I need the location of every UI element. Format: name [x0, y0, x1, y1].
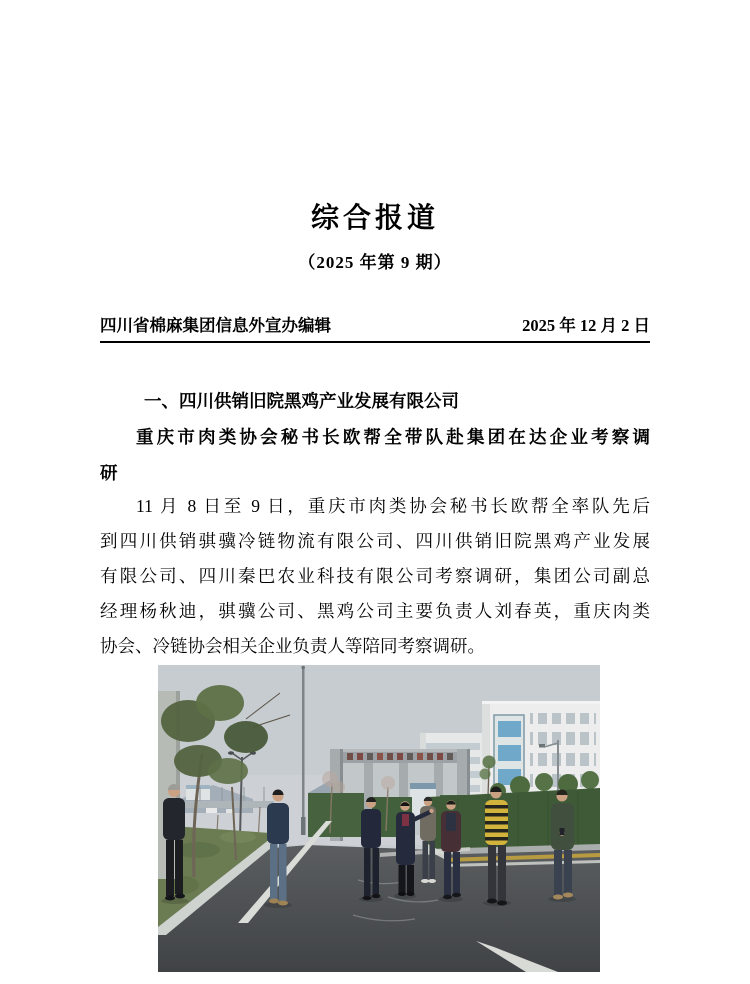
body-line: 有限公司、四川秦巴农业科技有限公司考察调研，集团公司副总 [100, 566, 650, 586]
person [163, 784, 185, 901]
issue-number: （2025 年第 9 期） [298, 253, 452, 272]
site-visit-photo [158, 665, 600, 972]
subheading-line: 研 [100, 463, 118, 483]
editor-date-line [100, 312, 650, 343]
issue-date: 2025 年 12 月 2 日 [522, 316, 650, 335]
editor-credit: 四川省棉麻集团信息外宣办编辑 [100, 316, 331, 335]
page-title: 综合报道 [310, 203, 439, 234]
body-paragraph [100, 489, 650, 664]
person [441, 800, 461, 899]
subheading-line: 重庆市肉类协会秘书长欧帮全带队赴集团在达企业考察调 [136, 427, 650, 447]
section-heading: 一、四川供销旧院黑鸡产业发展有限公司 [144, 391, 459, 411]
body-line: 经理杨秋迪，骐骥公司、黑鸡公司主要负责人刘春英，重庆肉类 [100, 601, 650, 621]
body-line: 协会、冷链协会相关企业负责人等陪同考察调研。 [100, 636, 485, 656]
article-subheading [100, 419, 650, 491]
body-line: 11 月 8 日至 9 日，重庆市肉类协会秘书长欧帮全率队先后 [136, 496, 650, 516]
body-line: 到四川供销骐骥冷链物流有限公司、四川供销旧院黑鸡产业发展 [100, 531, 650, 551]
